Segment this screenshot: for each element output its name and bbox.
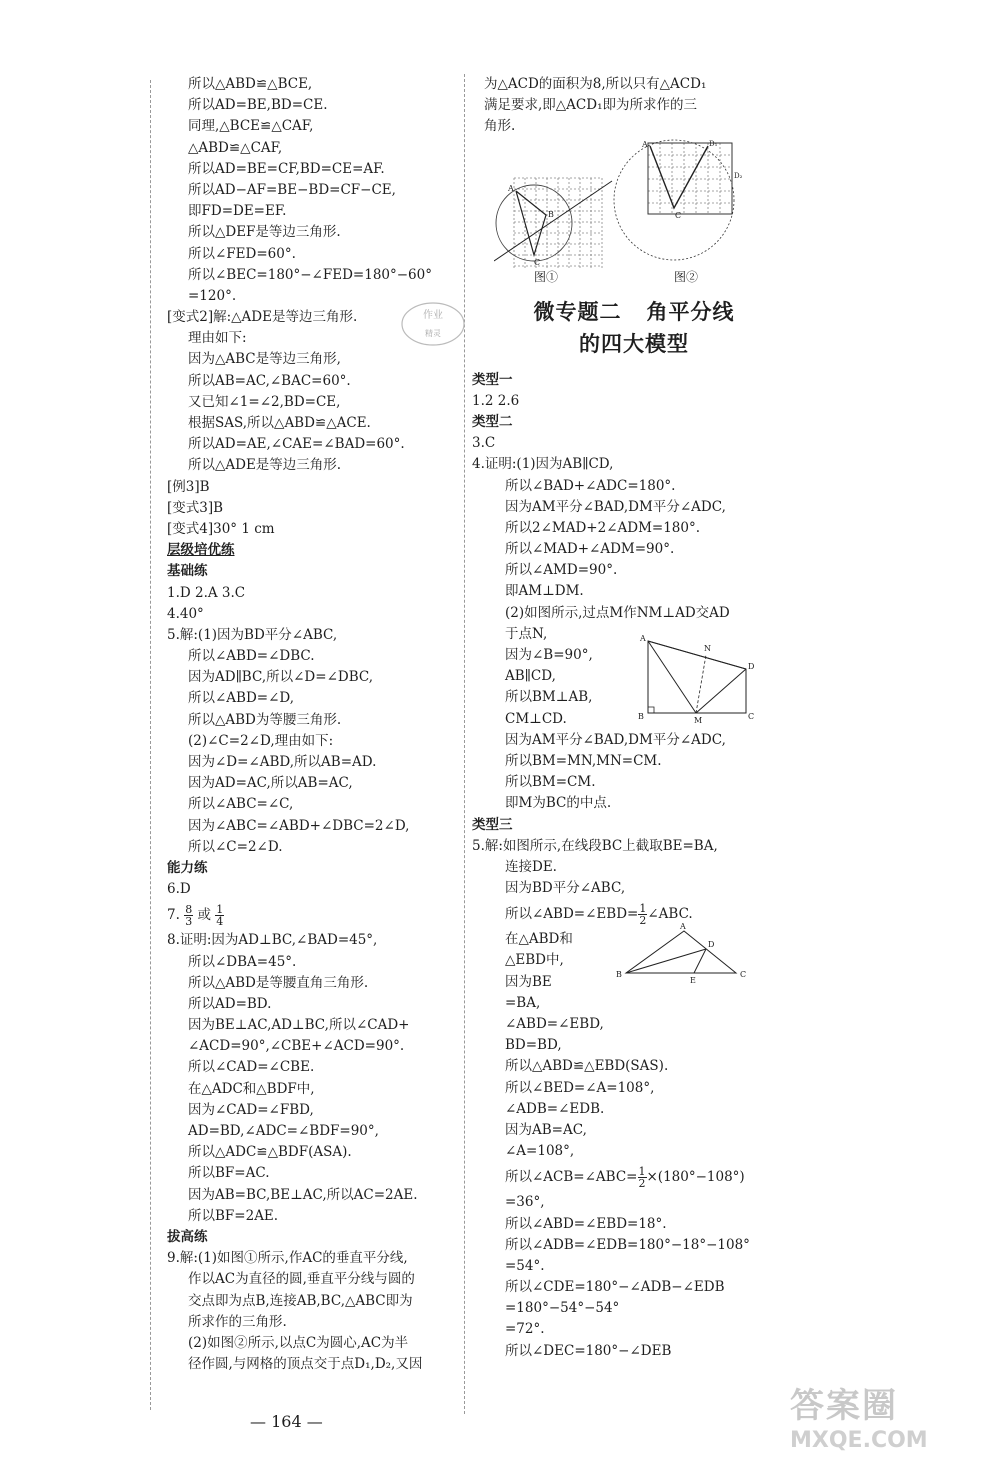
figures-row <box>484 138 784 288</box>
section-title: 的四大模型 <box>579 331 689 356</box>
page-number: — 164 — <box>250 1412 323 1431</box>
svg-text:E: E <box>690 976 696 986</box>
fraction-denominator: 3 <box>185 915 193 929</box>
type-heading: 类型一 <box>472 371 513 388</box>
text-line: =120°. <box>188 287 237 304</box>
svg-text:D: D <box>748 662 755 671</box>
text-line: 1.D 2.A 3.C <box>167 584 246 601</box>
svg-text:B: B <box>638 712 644 721</box>
text-line: 所以∠AMD=90°. <box>505 562 618 579</box>
svg-text:作业: 作业 <box>423 310 443 321</box>
fraction <box>638 1166 647 1189</box>
text-line: 因为△ABC是等边三角形, <box>188 351 341 368</box>
center-column-rule <box>464 74 465 1414</box>
watermark-url: MXQE.COM <box>790 1428 928 1453</box>
text-line: 所以∠CDE=180°−∠ADB−∠EDB <box>505 1279 725 1296</box>
text-line: CM⊥CD. <box>505 710 567 727</box>
equation-text: 所以∠ABD=∠EBD= <box>505 906 639 923</box>
fraction-denominator: 2 <box>639 914 647 928</box>
text-line: AB∥CD, <box>505 668 556 685</box>
text-line: (2)如图所示,过点M作NM⊥AD交AD <box>505 604 730 621</box>
equation-line <box>484 1162 784 1192</box>
watermark-logo <box>790 1385 990 1465</box>
text-line: 所以∠BAD+∠ADC=180°. <box>505 477 676 494</box>
text-line: △ABD≌△CAF, <box>188 139 283 156</box>
text-line: 因为∠B=90°, <box>505 647 593 663</box>
text-line: 所以AB=AC,∠BAC=60°. <box>188 372 351 389</box>
text-line: 因为AD=AC,所以AB=AC, <box>188 775 353 792</box>
q5-figure-block <box>484 922 784 1014</box>
text-line: [变式4]30° 1 cm <box>167 520 275 537</box>
spacer <box>484 360 784 370</box>
text-line: 即FD=DE=EF. <box>188 203 287 220</box>
fraction-denominator: 2 <box>638 1177 646 1191</box>
svg-text:B: B <box>548 209 554 219</box>
text-line: 因为AB=AC, <box>505 1121 587 1138</box>
text-line: 因为AM平分∠BAD,DM平分∠ADC, <box>505 498 726 515</box>
svg-text:A: A <box>640 634 646 643</box>
svg-text:A: A <box>642 139 648 149</box>
section-heading: 拔高练 <box>167 1228 208 1245</box>
section-heading: 层级培优练 <box>167 542 235 559</box>
text-line: 即AM⊥DM. <box>505 583 584 600</box>
fraction-numerator: 1 <box>638 1165 646 1179</box>
text-line: 所以BM⊥AB, <box>505 689 593 706</box>
svg-text:B: B <box>616 970 622 980</box>
text-line: 因为AB=BC,BE⊥AC,所以AC=2AE. <box>188 1186 418 1203</box>
right-column <box>472 74 784 1362</box>
q4-figure-block <box>484 634 784 730</box>
watermark-text: 答案圈 <box>790 1386 898 1426</box>
text-line: =36°, <box>505 1194 545 1211</box>
text-line: 所以∠FED=60°. <box>188 245 296 262</box>
equation-text: ×(180°−108°) <box>646 1169 745 1186</box>
left-column-rule <box>150 80 151 1410</box>
figure-2-caption: 图② <box>674 269 699 284</box>
text-line: [变式2]解:△ADE是等边三角形. <box>167 309 358 326</box>
text-line: 所以△ABD是等腰直角三角形. <box>188 974 369 991</box>
text-line: 因为BE⊥AC,AD⊥BC,所以∠CAD+ <box>188 1017 410 1034</box>
equation-text: 所以∠ACB=∠ABC= <box>505 1169 638 1186</box>
text-line: 于点N, <box>505 625 548 642</box>
text-line: [变式3]B <box>167 499 224 516</box>
text-line: 8.证明:因为AD⊥BC,∠BAD=45°, <box>167 932 378 949</box>
fraction-numerator: 1 <box>639 902 647 916</box>
section-heading: 基础练 <box>167 563 208 580</box>
text-line: ∠ADB=∠EDB. <box>505 1100 605 1117</box>
text-line: 因为∠ABC=∠ABD+∠DBC=2∠D, <box>188 817 410 834</box>
fraction-numerator: 8 <box>185 903 193 917</box>
text-line: (2)如图②所示,以点C为圆心,AC为半 <box>188 1334 409 1351</box>
text-line: BD=BD, <box>505 1037 562 1054</box>
svg-text:N: N <box>704 644 711 653</box>
figure-1-caption: 图① <box>534 269 559 284</box>
text-line: 所以△ABD为等腰三角形. <box>188 711 342 728</box>
text-line: 4.40° <box>167 605 204 622</box>
text-line: 所求作的三角形. <box>188 1313 287 1330</box>
svg-text:D₂: D₂ <box>734 171 743 180</box>
text-line: 所以△DEF是等边三角形. <box>188 224 341 241</box>
text-line: 所以∠CAD=∠CBE. <box>188 1059 315 1076</box>
text-line: 即M为BC的中点. <box>505 795 612 812</box>
text-line: =72°. <box>505 1321 545 1338</box>
equation-text: ∠ABC. <box>647 906 693 923</box>
text-line: 所以AD=BE=CF,BD=CE=AF. <box>188 160 385 177</box>
text-line: 所以∠DBA=45°. <box>188 953 297 970</box>
text-line: 因为∠D=∠ABD,所以AB=AD. <box>188 754 377 770</box>
fraction <box>215 904 224 927</box>
type-heading: 类型三 <box>472 816 513 833</box>
svg-text:C: C <box>534 257 541 267</box>
text-line: 4.证明:(1)因为AB∥CD, <box>472 456 614 473</box>
text-line: 根据SAS,所以△ABD≌△ACE. <box>188 415 371 431</box>
text-line: 因为BD平分∠ABC, <box>505 880 626 897</box>
text-line: 所以∠ABD=∠D, <box>188 690 295 707</box>
text-line: ∠A=108°, <box>505 1143 575 1160</box>
figure-2-grid-circle <box>612 138 772 286</box>
text-line: 因为AM平分∠BAD,DM平分∠ADC, <box>505 731 726 748</box>
text-line: 理由如下: <box>188 330 247 347</box>
section-title: 微专题二 角平分线 <box>533 299 735 324</box>
triangle-diagram <box>614 921 754 991</box>
text-line: 所以AD=BD. <box>188 995 272 1012</box>
text-line: 因为BE <box>505 973 552 990</box>
svg-text:C: C <box>748 712 755 721</box>
text-line: 所以∠C=2∠D. <box>188 838 283 855</box>
svg-text:C: C <box>675 210 682 220</box>
text-line: 径作圆,与网格的顶点交于点D₁,D₂,又因 <box>188 1356 423 1373</box>
text-line: 在△ADC和△BDF中, <box>188 1080 315 1097</box>
text-line: 所以BM=CM. <box>505 774 596 791</box>
trapezoid-diagram <box>634 631 759 727</box>
text-line: 又已知∠1=∠2,BD=CE, <box>188 393 341 410</box>
text-line: =180°−54°−54° <box>505 1300 620 1317</box>
text-line: 满足要求,即△ACD₁即为所求作的三 <box>484 97 697 114</box>
text-line: [例3]B <box>167 478 210 495</box>
text-line: 连接DE. <box>505 858 557 875</box>
text-line: ∠ACD=90°,∠CBE+∠ACD=90°. <box>188 1038 405 1055</box>
fraction <box>184 904 193 927</box>
text-line: 所以AD=AE,∠CAE=∠BAD=60°. <box>188 436 405 453</box>
text-line: 所以BM=MN,MN=CM. <box>505 752 662 769</box>
svg-text:D: D <box>708 940 715 950</box>
homework-stamp <box>398 298 468 350</box>
q7-answer <box>167 900 457 930</box>
text-line: 5.解:(1)因为BD平分∠ABC, <box>167 626 338 643</box>
text-line: 所以∠DEC=180°−∠DEB <box>505 1342 672 1359</box>
text-line: 9.解:(1)如图①所示,作AC的垂直平分线, <box>167 1250 408 1267</box>
text-line: △EBD中, <box>505 952 564 969</box>
text-line: 在△ABD和 <box>505 931 573 948</box>
text-line: 所以△ABD≌△EBD(SAS). <box>505 1058 669 1075</box>
left-column <box>167 74 457 1375</box>
text-line: 所以△ADE是等边三角形. <box>188 457 342 474</box>
text-line: AD=BD,∠ADC=∠BDF=90°, <box>188 1123 379 1139</box>
text-line: 所以△ABD≌△BCE, <box>188 76 313 92</box>
text-line: 为△ACD的面积为8,所以只有△ACD₁ <box>484 76 707 92</box>
text-line: 所以∠ABD=∠DBC. <box>188 648 315 665</box>
or-word: 或 <box>197 907 211 924</box>
svg-text:M: M <box>694 716 703 725</box>
text-line: 因为AD∥BC,所以∠D=∠DBC, <box>188 669 374 686</box>
text-line: 5.解:如图所示,在线段BC上截取BE=BA, <box>472 837 718 854</box>
text-line: 3.C <box>472 435 496 452</box>
text-line: 所以∠BEC=180°−∠FED=180°−60° <box>188 266 432 283</box>
text-line: 作以AC为直径的圆,垂直平分线与圆的 <box>188 1271 415 1288</box>
type-heading: 类型二 <box>472 413 513 430</box>
text-line: 6.D <box>167 881 191 898</box>
text-line: 所以△ADC≌△BDF(ASA). <box>188 1144 352 1161</box>
svg-text:精灵: 精灵 <box>425 329 441 338</box>
fraction-numerator: 1 <box>216 903 224 917</box>
figure-1-grid-circle <box>494 173 614 278</box>
text-line: 所以∠BED=∠A=108°, <box>505 1079 655 1096</box>
svg-text:C: C <box>740 970 747 980</box>
text-line: =54°. <box>505 1257 545 1274</box>
text-line: ∠ABD=∠EBD, <box>505 1016 604 1032</box>
spacer <box>484 288 784 296</box>
text-line: 交点即为点B,连接AB,BC,△ABC即为 <box>188 1292 413 1309</box>
text-line: 所以AD=BE,BD=CE. <box>188 97 328 114</box>
q7-number: 7. <box>167 907 180 924</box>
text-line: 1.2 2.6 <box>472 392 520 409</box>
fraction-denominator: 4 <box>216 915 224 929</box>
text-line: 所以BF=AC. <box>188 1165 270 1182</box>
text-line: =BA, <box>505 994 541 1011</box>
text-line: (2)∠C=2∠D,理由如下: <box>188 732 334 749</box>
text-line: 所以AD−AF=BE−BD=CF−CE, <box>188 181 396 198</box>
section-heading: 能力练 <box>167 859 208 876</box>
text-line: 所以∠ABD=∠EBD=18°. <box>505 1215 667 1232</box>
text-line: 所以BF=2AE. <box>188 1207 279 1224</box>
svg-text:A: A <box>680 922 686 932</box>
text-line: 同理,△BCE≌△CAF, <box>188 118 314 135</box>
text-line: 角形. <box>484 118 516 135</box>
svg-text:D₁: D₁ <box>709 139 718 148</box>
text-line: 所以∠ABC=∠C, <box>188 796 294 813</box>
text-line: 所以∠ADB=∠EDB=180°−18°−108° <box>505 1236 750 1253</box>
text-line: 所以2∠MAD+2∠ADM=180°. <box>505 519 701 536</box>
text-line: 所以∠MAD+∠ADM=90°. <box>505 541 675 558</box>
svg-text:A: A <box>508 183 514 193</box>
text-line: 因为∠CAD=∠FBD, <box>188 1101 314 1118</box>
